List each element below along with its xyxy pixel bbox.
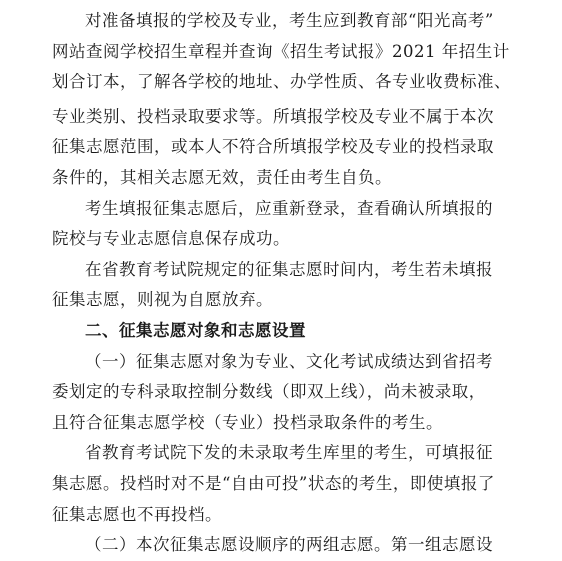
text-line: 专业类别、投档录取要求等。所填报学校及专业不属于本次 <box>52 106 494 126</box>
paragraph-unadmitted-pool <box>52 438 538 530</box>
text-line: 委划定的专科录取控制分数线（即双上线），尚未被录取， <box>52 382 486 402</box>
text-line: 考生填报征集志愿后，应重新登录，查看确认所填报的 <box>85 198 493 218</box>
text-line: 征集志愿范围，或本人不符合所填报学校及专业的投档录取 <box>52 137 494 157</box>
text-line: 征集志愿，则视为自愿放弃。 <box>52 290 273 310</box>
text-line: 院校与专业志愿信息保存成功。 <box>52 229 290 249</box>
text-line: （一）征集志愿对象为专业、文化考试成绩达到省招考 <box>85 351 493 371</box>
section-heading: 二、征集志愿对象和志愿设置 <box>85 320 306 340</box>
text-line: 对准备填报的学校及专业，考生应到教育部“阳光高考” <box>85 11 494 30</box>
paragraph-confirm-save <box>52 194 538 255</box>
paragraph-school-selection <box>52 6 538 194</box>
text-line: 集志愿。投档时对不是“自由可投”状态的考生，即使填报了 <box>52 473 495 493</box>
text-line: 征集志愿也不再投档。 <box>52 504 222 524</box>
text-line: 省教育考试院下发的未录取考生库里的考生，可填报征 <box>85 443 493 463</box>
text-line: 网站查阅学校招生章程并查询《招生考试报》2021 年招生计 <box>52 41 510 61</box>
text-line: 且符合征集志愿学校（专业）投档录取条件的考生。 <box>52 412 443 432</box>
text-line: 条件的，其相关志愿无效，责任由考生自负。 <box>52 167 392 187</box>
text-line: 划合订本，了解各学校的地址、办学性质、各专业收费标准、 <box>52 72 511 92</box>
paragraph-deadline <box>52 255 538 316</box>
text-line: （二）本次征集志愿设顺序的两组志愿。第一组志愿设 <box>85 535 493 555</box>
text-line: 在省教育考试院规定的征集志愿时间内，考生若未填报 <box>85 259 493 279</box>
paragraph-eligibility <box>52 347 538 439</box>
paragraph-volunteer-groups <box>52 530 538 561</box>
